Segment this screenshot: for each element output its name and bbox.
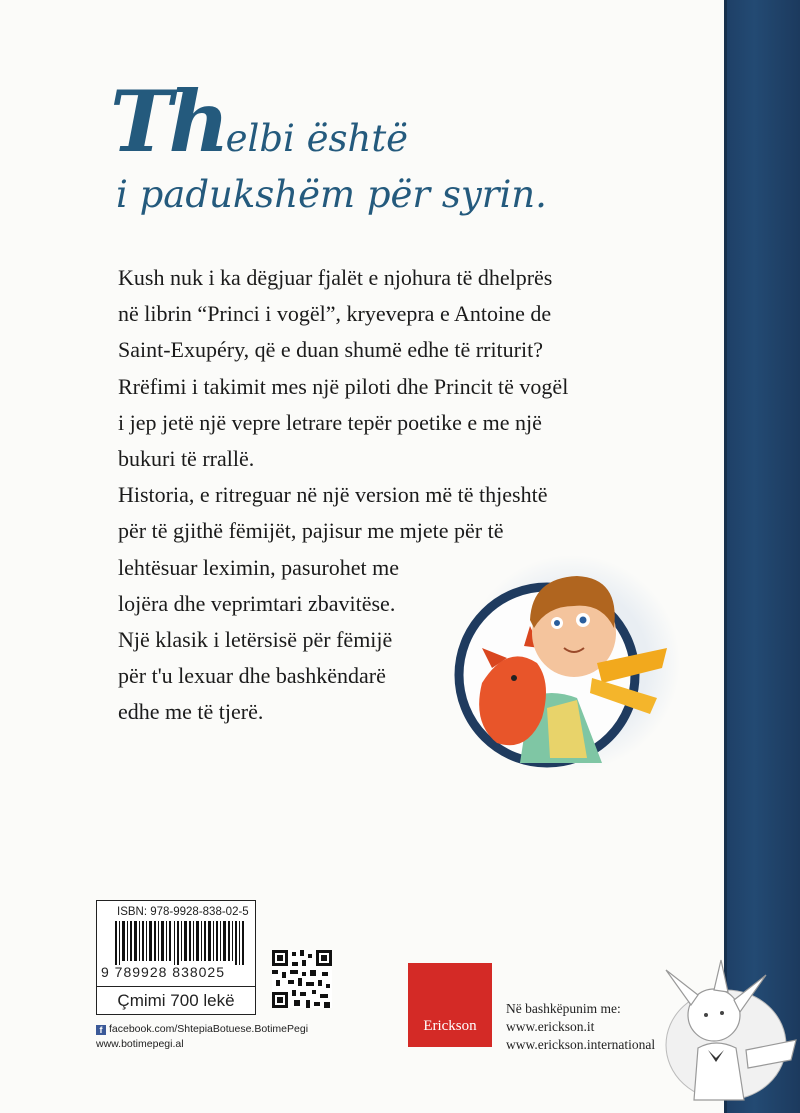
social-links (96, 1022, 308, 1052)
erickson-logo (408, 963, 492, 1047)
book-spine (724, 0, 800, 1113)
prince-fox-illustration (452, 548, 682, 773)
blurb-line: Kush nuk i ka dëgjuar fjalët e njohura të dhelprës (118, 265, 553, 290)
blurb-line: bukuri të rrallë. (118, 446, 255, 472)
blurb-line: edhe me të tjerë. (118, 699, 264, 725)
little-prince-sticker (636, 950, 800, 1113)
blurb-line: në librin “Princi i vogël”, kryevepra e Antoine de (118, 301, 552, 327)
erickson-logo-text: Erickson (423, 1018, 477, 1034)
blurb-line: për t'u lexuar dhe bashkëndarë (118, 663, 386, 689)
headline-initial: Th (110, 72, 226, 171)
qr-code (272, 950, 332, 1008)
blurb-line: Historia, e ritreguar në një version më të thjeshtë (118, 482, 548, 508)
blurb-line: Një klasik i letërsisë për fëmijë (118, 627, 393, 653)
partner-intro: Në bashkëpunim me: (506, 1001, 621, 1016)
blurb-line: lojëra dhe veprimtari zbavitëse. (118, 590, 396, 616)
headline-line2: i padukshëm për syrin. (116, 173, 547, 216)
blurb-line: lehtësuar leximin, pasurohet me (118, 554, 400, 580)
barcode-graphic (115, 921, 245, 965)
facebook-link[interactable]: facebook.com/ShtepiaBotuese.BotimePegi (109, 1023, 309, 1035)
partner-url-2[interactable]: www.erickson.international (506, 1037, 656, 1052)
headline (110, 72, 670, 223)
facebook-icon: f (96, 1025, 106, 1035)
blurb-line: Saint-Exupéry, që e duan shumë edhe të rriturit? (118, 337, 543, 363)
price-label: Çmimi 700 lekë (97, 986, 255, 1015)
blurb-line: i jep jetë një vepre letrare tepër poetike e me një (118, 409, 542, 435)
spine-edge (724, 0, 727, 1113)
website-link[interactable]: www.botimepegi.al (96, 1038, 184, 1050)
isbn-label: ISBN: 978-9928-838-02-5 (117, 906, 249, 918)
blurb-line: për të gjithë fëmijët, pajisur me mjete për të (118, 518, 504, 544)
partner-info (506, 1000, 655, 1054)
headline-line1: elbi është (225, 117, 409, 160)
blurb-line: Rrëfimi i takimit mes një piloti dhe Princit të vogël (118, 373, 569, 399)
partner-url-1[interactable]: www.erickson.it (506, 1019, 595, 1034)
barcode-number: 9 789928 838025 (101, 964, 225, 980)
isbn-block (96, 900, 256, 1015)
